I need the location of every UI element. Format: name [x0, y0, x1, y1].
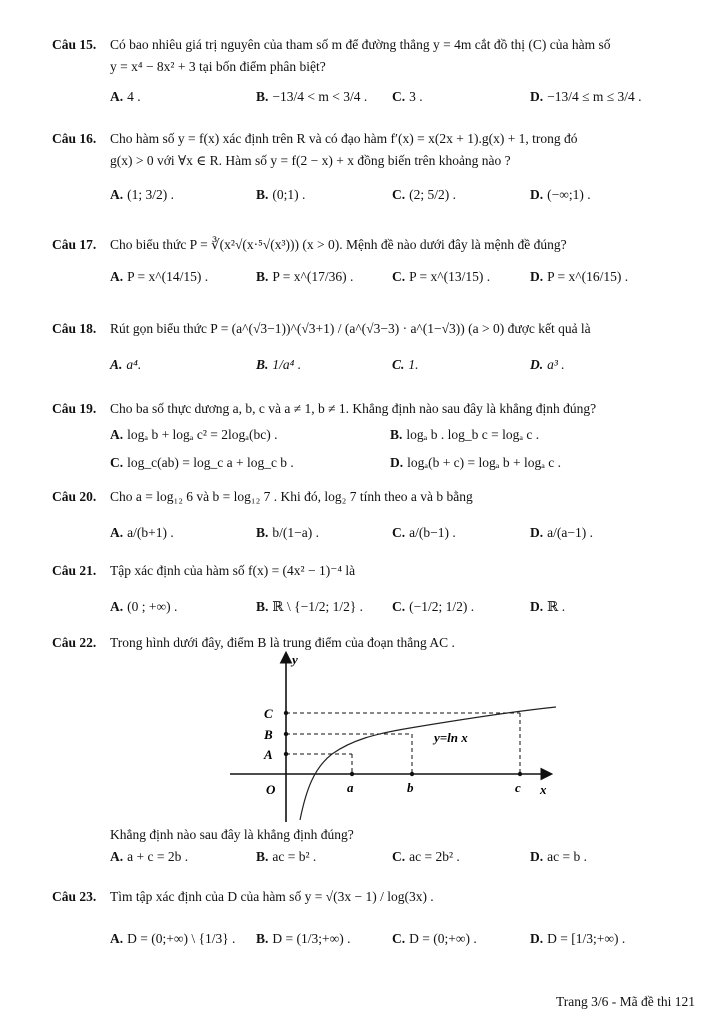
option-d[interactable]: D. P = x^(16/15) . — [530, 269, 629, 284]
answer-options — [110, 266, 695, 290]
option-a[interactable]: A. D = (0;+∞) \ {1/3} . — [110, 931, 236, 946]
option-c[interactable]: C. ac = 2b² . — [392, 849, 460, 864]
option-d[interactable]: D. ℝ . — [530, 599, 566, 614]
option-c[interactable]: C. 3 . — [392, 89, 423, 104]
question-number: Câu 15. — [52, 37, 97, 52]
y-axis-label: y — [292, 652, 298, 667]
question-number: Câu 22. — [52, 635, 97, 650]
tick-A: A — [264, 747, 273, 762]
option-b[interactable]: B. −13/4 < m < 3/4 . — [256, 89, 368, 104]
question-number: Câu 20. — [52, 489, 97, 504]
option-d[interactable]: D. ac = b . — [530, 849, 587, 864]
answer-options-row2 — [110, 452, 695, 476]
answer-options — [110, 86, 695, 110]
option-c[interactable]: C. P = x^(13/15) . — [392, 269, 491, 284]
option-c[interactable]: C. a/(b−1) . — [392, 525, 456, 540]
question-23 — [52, 886, 695, 952]
question-number: Câu 23. — [52, 889, 97, 904]
question-stem: Tìm tập xác định của D của hàm số y = √(3x − 1) / log(3x) . — [110, 889, 434, 904]
question-stem: Cho a = log₁₂ 6 và b = log₁₂ 7 . Khi đó, log₂ 7 tính theo a và b bằng — [110, 489, 473, 504]
question-stem: Cho biểu thức P = ∛(x²√(x·⁵√(x³))) (x > 0). Mệnh đề nào dưới đây là mệnh đề đúng? — [110, 237, 567, 252]
question-19 — [52, 398, 695, 476]
question-stem-cont: g(x) > 0 với ∀x ∈ R. Hàm số y = f(2 − x) + x đồng biến trên khoảng nào ? — [110, 153, 511, 168]
question-stem-cont: Khẳng định nào sau đây là khẳng định đúng? — [110, 827, 354, 842]
question-18 — [52, 318, 695, 378]
option-a[interactable]: A. logₐ b + logₐ c² = 2logₐ(bc) . — [110, 427, 278, 442]
option-c[interactable]: C. (−1/2; 1/2) . — [392, 599, 475, 614]
answer-options — [110, 846, 695, 870]
ln-curve — [300, 707, 556, 820]
page-footer: Trang 3/6 - Mã đề thi 121 — [556, 994, 695, 1009]
question-stem: Tập xác định của hàm số f(x) = (4x² − 1)⁻⁴ là — [110, 563, 356, 578]
option-a[interactable]: A. a⁴. — [110, 357, 142, 372]
question-17 — [52, 234, 695, 290]
option-d[interactable]: D. (−∞;1) . — [530, 187, 591, 202]
option-c[interactable]: C. 1. — [392, 357, 419, 372]
answer-options — [110, 184, 695, 208]
question-stem: Trong hình dưới đây, điểm B là trung điểm của đoạn thẳng AC . — [110, 635, 455, 650]
option-a[interactable]: A. P = x^(14/15) . — [110, 269, 209, 284]
x-axis-label: x — [540, 782, 547, 797]
option-a[interactable]: A. 4 . — [110, 89, 141, 104]
question-20 — [52, 486, 695, 546]
question-stem: Rút gọn biểu thức P = (a^(√3−1))^(√3+1) / (a^(√3−3) · a^(1−√3)) (a > 0) được kết quả là — [110, 321, 591, 336]
option-a[interactable]: A. (0 ; +∞) . — [110, 599, 178, 614]
answer-options — [110, 354, 695, 378]
option-d[interactable]: D. −13/4 ≤ m ≤ 3/4 . — [530, 89, 642, 104]
option-c[interactable]: C. D = (0;+∞) . — [392, 931, 477, 946]
question-number: Câu 18. — [52, 321, 97, 336]
tick-B: B — [264, 727, 273, 742]
option-d[interactable]: D. logₐ(b + c) = logₐ b + logₐ c . — [390, 455, 562, 470]
origin-label: O — [266, 782, 276, 797]
question-stem: Cho hàm số y = f(x) xác định trên R và có đạo hàm f′(x) = x(2x + 1).g(x) + 1, trong đó — [110, 131, 578, 146]
option-b[interactable]: B. ac = b² . — [256, 849, 317, 864]
option-d[interactable]: D. a³ . — [530, 357, 565, 372]
curve-label: y=ln x — [434, 730, 468, 745]
tick-c: c — [515, 780, 521, 795]
ln-graph — [228, 650, 558, 825]
option-a[interactable]: A. a + c = 2b . — [110, 849, 189, 864]
question-stem-cont: y = x⁴ − 8x² + 3 tại bốn điểm phân biệt? — [110, 59, 326, 74]
option-d[interactable]: D. a/(a−1) . — [530, 525, 593, 540]
answer-options — [110, 928, 695, 952]
tick-a: a — [347, 780, 354, 795]
question-15 — [52, 34, 695, 110]
tick-b: b — [407, 780, 414, 795]
question-stem: Có bao nhiêu giá trị nguyên của tham số m để đường thẳng y = 4m cắt đồ thị (C) của hàm số — [110, 37, 611, 52]
question-number: Câu 21. — [52, 563, 97, 578]
option-a[interactable]: A. a/(b+1) . — [110, 525, 174, 540]
tick-C: C — [264, 706, 273, 721]
question-number: Câu 17. — [52, 237, 97, 252]
question-stem: Cho ba số thực dương a, b, c và a ≠ 1, b ≠ 1. Khẳng định nào sau đây là khẳng định đúng? — [110, 401, 597, 416]
question-21 — [52, 560, 695, 620]
option-c[interactable]: C. (2; 5/2) . — [392, 187, 456, 202]
option-b[interactable]: B. (0;1) . — [256, 187, 306, 202]
option-b[interactable]: B. b/(1−a) . — [256, 525, 319, 540]
question-16 — [52, 128, 695, 208]
option-c[interactable]: C. log_c(ab) = log_c a + log_c b . — [110, 455, 294, 470]
option-d[interactable]: D. D = [1/3;+∞) . — [530, 931, 626, 946]
option-a[interactable]: A. (1; 3/2) . — [110, 187, 174, 202]
question-number: Câu 16. — [52, 131, 97, 146]
answer-options — [110, 522, 695, 546]
option-b[interactable]: B. P = x^(17/36) . — [256, 269, 354, 284]
question-number: Câu 19. — [52, 401, 97, 416]
answer-options — [110, 596, 695, 620]
answer-options-row1 — [110, 424, 695, 448]
option-b[interactable]: B. logₐ b . log_b c = logₐ c . — [390, 427, 540, 442]
option-b[interactable]: B. ℝ \ {−1/2; 1/2} . — [256, 599, 364, 614]
option-b[interactable]: B. D = (1/3;+∞) . — [256, 931, 351, 946]
option-b[interactable]: B. 1/a⁴ . — [256, 357, 302, 372]
question-22-cont — [52, 824, 695, 870]
